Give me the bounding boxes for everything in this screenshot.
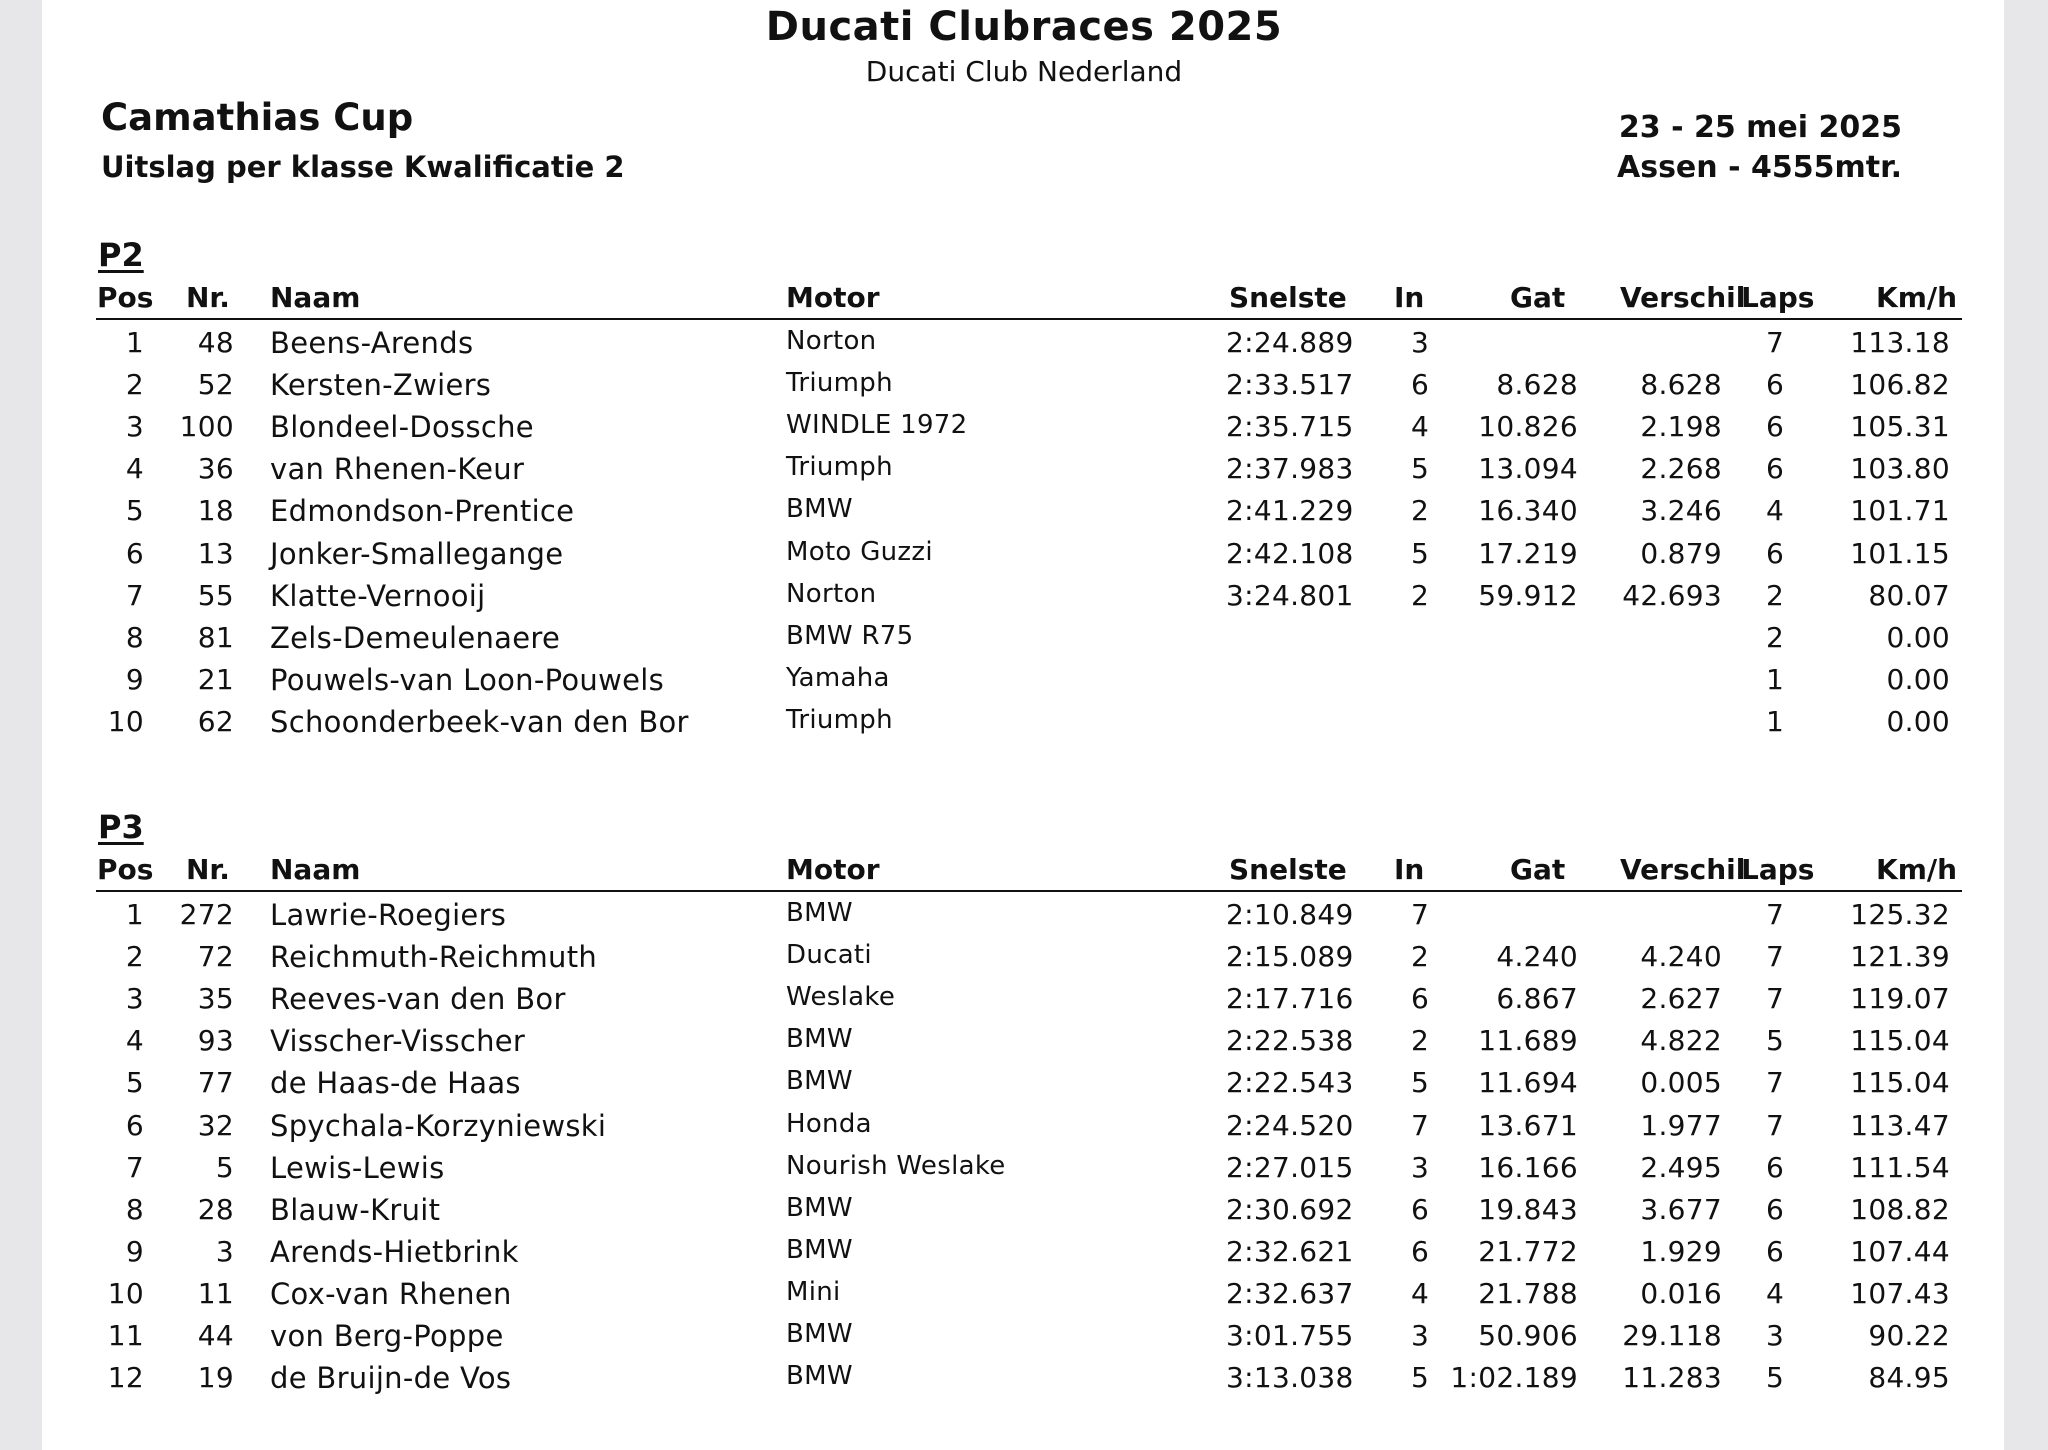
cell-nr: 52 <box>197 368 234 402</box>
column-header-snelste: Snelste <box>1229 853 1347 886</box>
cell-laps: 2 <box>1766 620 1785 654</box>
cell-gat: 10.826 <box>1478 410 1578 444</box>
cell-kmh: 80.07 <box>1868 578 1950 612</box>
cell-snelste: 2:33.517 <box>1226 368 1354 402</box>
cell-nr: 36 <box>197 452 234 486</box>
table-row <box>0 368 2048 410</box>
cell-snelste: 2:41.229 <box>1226 494 1354 528</box>
cell-laps: 1 <box>1766 704 1785 738</box>
cell-laps: 7 <box>1766 326 1785 359</box>
cell-nr: 32 <box>197 1108 234 1142</box>
table-row <box>0 452 2048 494</box>
cell-pos: 4 <box>125 452 144 486</box>
cell-motor: BMW <box>786 1361 853 1392</box>
cell-kmh: 108.82 <box>1850 1192 1950 1226</box>
cell-gat: 1:02.189 <box>1450 1361 1578 1395</box>
cell-naam: Schoonderbeek-van den Bor <box>270 704 689 739</box>
cell-kmh: 0.00 <box>1886 662 1950 696</box>
cell-verschil: 1.977 <box>1640 1108 1722 1142</box>
cell-verschil: 2.268 <box>1640 452 1722 486</box>
cell-gat: 21.788 <box>1478 1276 1578 1310</box>
cell-verschil: 8.628 <box>1640 368 1722 402</box>
column-header-motor: Motor <box>786 281 880 314</box>
cell-nr: 44 <box>197 1319 234 1352</box>
cell-gat: 13.094 <box>1478 452 1578 486</box>
cell-naam: Blondeel-Dossche <box>270 410 534 445</box>
table-row <box>0 1193 2048 1235</box>
class-title: P3 <box>98 808 144 846</box>
cell-naam: Kersten-Zwiers <box>270 368 492 403</box>
cell-gat: 16.166 <box>1478 1150 1578 1184</box>
cell-kmh: 105.31 <box>1850 410 1950 444</box>
table-header <box>0 853 2048 891</box>
table-row <box>0 898 2048 940</box>
table-row <box>0 537 2048 579</box>
cell-in: 7 <box>1411 1108 1430 1142</box>
cell-laps: 7 <box>1766 982 1785 1016</box>
cell-snelste: 2:22.538 <box>1226 1024 1354 1058</box>
header-divider <box>96 318 1962 320</box>
cell-in: 2 <box>1411 940 1430 974</box>
cell-snelste: 3:13.038 <box>1226 1361 1354 1395</box>
header-divider <box>96 890 1962 892</box>
cell-nr: 18 <box>197 494 234 528</box>
cell-snelste: 2:10.849 <box>1226 898 1354 931</box>
cell-snelste: 2:42.108 <box>1226 536 1354 570</box>
cell-nr: 11 <box>197 1276 234 1310</box>
cell-pos: 5 <box>125 1066 144 1100</box>
cell-in: 6 <box>1411 982 1430 1016</box>
cell-pos: 3 <box>125 410 144 444</box>
table-row <box>0 579 2048 621</box>
column-header-verschil: Verschil <box>1620 281 1746 314</box>
cell-snelste: 2:37.983 <box>1226 452 1354 486</box>
cell-motor: Triumph <box>786 704 893 735</box>
cell-nr: 35 <box>197 982 234 1016</box>
cell-kmh: 115.04 <box>1850 1066 1950 1100</box>
cell-motor: Norton <box>786 578 877 609</box>
table-row <box>0 1024 2048 1066</box>
table-row <box>0 1109 2048 1151</box>
cell-nr: 77 <box>197 1066 234 1100</box>
cell-in: 4 <box>1411 410 1430 444</box>
cell-snelste: 3:01.755 <box>1226 1319 1354 1352</box>
cell-motor: Ducati <box>786 940 872 971</box>
cell-nr: 13 <box>197 536 234 570</box>
cell-verschil: 42.693 <box>1622 578 1722 612</box>
cell-laps: 6 <box>1766 536 1785 570</box>
class-title: P2 <box>98 236 144 274</box>
cell-pos: 4 <box>125 1024 144 1058</box>
table-header <box>0 281 2048 319</box>
cell-motor: Honda <box>786 1108 872 1139</box>
cell-nr: 72 <box>197 940 234 974</box>
cell-in: 6 <box>1411 368 1430 402</box>
cell-nr: 272 <box>179 898 234 931</box>
cell-gat: 11.694 <box>1478 1066 1578 1100</box>
table-row <box>0 1319 2048 1361</box>
event-date: 23 - 25 mei 2025 <box>1618 110 1902 145</box>
column-header-nr: Nr. <box>186 281 230 314</box>
cell-pos: 11 <box>107 1319 144 1352</box>
table-row <box>0 1277 2048 1319</box>
cell-nr: 62 <box>197 704 234 738</box>
cell-naam: Klatte-Vernooij <box>270 578 486 613</box>
cell-in: 2 <box>1411 1024 1430 1058</box>
cell-pos: 1 <box>125 326 144 359</box>
cell-snelste: 2:22.543 <box>1226 1066 1354 1100</box>
document-subtitle: Ducati Club Nederland <box>865 55 1183 88</box>
column-header-kmh: Km/h <box>1876 853 1958 886</box>
cell-motor: Weslake <box>786 982 896 1013</box>
column-header-gat: Gat <box>1510 853 1566 886</box>
cell-laps: 1 <box>1766 662 1785 696</box>
event-venue: Assen - 4555mtr. <box>1617 150 1902 185</box>
cell-laps: 6 <box>1766 410 1785 444</box>
cell-verschil: 29.118 <box>1622 1319 1722 1352</box>
cell-kmh: 111.54 <box>1850 1150 1950 1184</box>
cell-nr: 19 <box>197 1361 234 1395</box>
cell-nr: 55 <box>197 578 234 612</box>
cell-kmh: 119.07 <box>1850 982 1950 1016</box>
column-header-gat: Gat <box>1510 281 1566 314</box>
cell-kmh: 103.80 <box>1850 452 1950 486</box>
table-row <box>0 410 2048 452</box>
cell-motor: Mini <box>786 1276 841 1307</box>
cell-gat: 6.867 <box>1496 982 1578 1016</box>
column-header-naam: Naam <box>270 281 361 314</box>
cell-in: 2 <box>1411 494 1430 528</box>
table-row <box>0 621 2048 663</box>
cell-pos: 8 <box>125 620 144 654</box>
cell-motor: Moto Guzzi <box>786 536 933 567</box>
cell-motor: Nourish Weslake <box>786 1150 1006 1181</box>
cell-motor: Triumph <box>786 368 893 399</box>
cell-nr: 100 <box>179 410 234 444</box>
cell-motor: BMW <box>786 1319 853 1349</box>
cell-laps: 6 <box>1766 1150 1785 1184</box>
cell-in: 5 <box>1411 1066 1430 1100</box>
cell-verschil: 3.677 <box>1640 1192 1722 1226</box>
cell-pos: 2 <box>125 368 144 402</box>
cell-pos: 12 <box>107 1361 144 1395</box>
cell-kmh: 90.22 <box>1868 1319 1950 1352</box>
column-header-laps: Laps <box>1741 853 1815 886</box>
table-row <box>0 982 2048 1024</box>
cell-kmh: 115.04 <box>1850 1024 1950 1058</box>
cell-gat: 11.689 <box>1478 1024 1578 1058</box>
cell-naam: von Berg-Poppe <box>270 1319 504 1353</box>
cell-in: 3 <box>1411 1150 1430 1184</box>
cell-naam: de Bruijn-de Vos <box>270 1361 512 1396</box>
table-row <box>0 494 2048 536</box>
cell-laps: 5 <box>1766 1361 1785 1395</box>
column-header-nr: Nr. <box>186 853 230 886</box>
cell-pos: 7 <box>125 1150 144 1184</box>
cell-kmh: 125.32 <box>1850 898 1950 931</box>
cell-gat: 50.906 <box>1478 1319 1578 1352</box>
table-row <box>0 940 2048 982</box>
cell-pos: 10 <box>107 1276 144 1310</box>
cell-naam: Blauw-Kruit <box>270 1192 441 1227</box>
cell-naam: Reichmuth-Reichmuth <box>270 940 598 975</box>
cell-verschil: 4.822 <box>1640 1024 1722 1058</box>
cell-snelste: 2:32.637 <box>1226 1276 1354 1310</box>
cell-pos: 7 <box>125 578 144 612</box>
cell-motor: Triumph <box>786 452 893 483</box>
cell-pos: 10 <box>107 704 144 738</box>
table-row <box>0 1066 2048 1108</box>
cell-gat: 16.340 <box>1478 494 1578 528</box>
cell-pos: 1 <box>125 898 144 931</box>
cell-naam: van Rhenen-Keur <box>270 452 525 487</box>
cell-verschil: 0.016 <box>1640 1276 1722 1310</box>
cell-snelste: 2:30.692 <box>1226 1192 1354 1226</box>
cell-nr: 28 <box>197 1192 234 1226</box>
cell-naam: Arends-Hietbrink <box>270 1234 519 1269</box>
cell-laps: 6 <box>1766 368 1785 402</box>
cell-nr: 93 <box>197 1024 234 1058</box>
cell-kmh: 0.00 <box>1886 620 1950 654</box>
cell-verschil: 2.627 <box>1640 982 1722 1016</box>
cell-laps: 7 <box>1766 898 1785 931</box>
table-row <box>0 1361 2048 1403</box>
session-title: Uitslag per klasse Kwalificatie 2 <box>101 150 625 184</box>
cell-laps: 4 <box>1766 1276 1785 1310</box>
cell-motor: BMW <box>786 898 853 928</box>
cell-pos: 3 <box>125 982 144 1016</box>
cell-nr: 48 <box>197 326 234 359</box>
cell-verschil: 0.005 <box>1640 1066 1722 1100</box>
cell-laps: 6 <box>1766 452 1785 486</box>
cell-laps: 6 <box>1766 1192 1785 1226</box>
cell-naam: Spychala-Korzyniewski <box>270 1108 607 1143</box>
cell-in: 5 <box>1411 536 1430 570</box>
cell-laps: 6 <box>1766 1234 1785 1268</box>
cell-naam: Jonker-Smallegange <box>270 536 564 571</box>
cell-laps: 7 <box>1766 1108 1785 1142</box>
cell-gat: 8.628 <box>1496 368 1578 402</box>
cell-motor: BMW <box>786 1066 853 1097</box>
column-header-naam: Naam <box>270 853 361 886</box>
cell-kmh: 113.47 <box>1850 1108 1950 1142</box>
cell-gat: 17.219 <box>1478 536 1578 570</box>
cell-verschil: 3.246 <box>1640 494 1722 528</box>
cell-verschil: 2.495 <box>1640 1150 1722 1184</box>
cell-snelste: 2:15.089 <box>1226 940 1354 974</box>
cell-gat: 13.671 <box>1478 1108 1578 1142</box>
cell-naam: Zels-Demeulenaere <box>270 620 561 655</box>
cell-motor: BMW <box>786 1024 853 1055</box>
cell-pos: 9 <box>125 662 144 696</box>
cell-gat: 21.772 <box>1478 1234 1578 1268</box>
cell-laps: 3 <box>1766 1319 1785 1352</box>
cell-kmh: 107.44 <box>1850 1234 1950 1268</box>
cell-verschil: 4.240 <box>1640 940 1722 974</box>
column-header-snelste: Snelste <box>1229 281 1347 314</box>
cell-verschil: 1.929 <box>1640 1234 1722 1268</box>
column-header-pos: Pos <box>97 853 154 886</box>
cell-in: 3 <box>1411 1319 1430 1352</box>
cell-pos: 6 <box>125 1108 144 1142</box>
cell-naam: Visscher-Visscher <box>270 1024 526 1059</box>
table-row <box>0 663 2048 705</box>
cell-snelste: 2:27.015 <box>1226 1150 1354 1184</box>
cell-kmh: 84.95 <box>1868 1361 1950 1395</box>
cell-laps: 7 <box>1766 940 1785 974</box>
cell-in: 4 <box>1411 1276 1430 1310</box>
cell-motor: BMW <box>786 1234 853 1265</box>
cell-snelste: 2:35.715 <box>1226 410 1354 444</box>
cell-in: 7 <box>1411 898 1430 931</box>
cell-snelste: 2:32.621 <box>1226 1234 1354 1268</box>
cell-in: 6 <box>1411 1234 1430 1268</box>
cell-laps: 7 <box>1766 1066 1785 1100</box>
cell-kmh: 121.39 <box>1850 940 1950 974</box>
column-header-laps: Laps <box>1741 281 1815 314</box>
column-header-pos: Pos <box>97 281 154 314</box>
table-row <box>0 705 2048 747</box>
cell-motor: WINDLE 1972 <box>786 410 968 441</box>
cell-verschil: 0.879 <box>1640 536 1722 570</box>
cell-pos: 5 <box>125 494 144 528</box>
cell-naam: Lawrie-Roegiers <box>270 898 507 932</box>
cell-kmh: 101.15 <box>1850 536 1950 570</box>
cell-motor: BMW <box>786 494 853 525</box>
column-header-verschil: Verschil <box>1620 853 1746 886</box>
cell-kmh: 0.00 <box>1886 704 1950 738</box>
cell-snelste: 2:24.520 <box>1226 1108 1354 1142</box>
cell-nr: 3 <box>215 1234 234 1268</box>
cell-naam: de Haas-de Haas <box>270 1066 521 1101</box>
cell-motor: Yamaha <box>786 662 890 693</box>
cell-naam: Lewis-Lewis <box>270 1150 445 1185</box>
column-header-in: In <box>1394 853 1425 886</box>
table-row <box>0 1151 2048 1193</box>
cell-motor: BMW R75 <box>786 620 914 651</box>
cell-motor: Norton <box>786 326 877 356</box>
cell-verschil: 11.283 <box>1622 1361 1722 1395</box>
cell-nr: 81 <box>197 620 234 654</box>
cell-snelste: 3:24.801 <box>1226 578 1354 612</box>
cell-pos: 2 <box>125 940 144 974</box>
cell-nr: 5 <box>215 1150 234 1184</box>
cell-pos: 9 <box>125 1234 144 1268</box>
cell-naam: Reeves-van den Bor <box>270 982 566 1017</box>
cell-naam: Cox-van Rhenen <box>270 1276 512 1311</box>
cell-pos: 6 <box>125 536 144 570</box>
table-row <box>0 1235 2048 1277</box>
cell-kmh: 106.82 <box>1850 368 1950 402</box>
column-header-motor: Motor <box>786 853 880 886</box>
cell-snelste: 2:24.889 <box>1226 326 1354 359</box>
column-header-kmh: Km/h <box>1876 281 1958 314</box>
cell-in: 2 <box>1411 578 1430 612</box>
cup-title: Camathias Cup <box>101 96 414 139</box>
cell-kmh: 107.43 <box>1850 1276 1950 1310</box>
column-header-in: In <box>1394 281 1425 314</box>
cell-gat: 19.843 <box>1478 1192 1578 1226</box>
cell-in: 5 <box>1411 452 1430 486</box>
cell-laps: 5 <box>1766 1024 1785 1058</box>
cell-gat: 4.240 <box>1496 940 1578 974</box>
cell-laps: 4 <box>1766 494 1785 528</box>
cell-pos: 8 <box>125 1192 144 1226</box>
cell-nr: 21 <box>197 662 234 696</box>
table-row <box>0 326 2048 368</box>
cell-kmh: 113.18 <box>1850 326 1950 359</box>
cell-naam: Beens-Arends <box>270 326 474 360</box>
cell-motor: BMW <box>786 1192 853 1223</box>
cell-in: 3 <box>1411 326 1430 359</box>
cell-laps: 2 <box>1766 578 1785 612</box>
cell-gat: 59.912 <box>1478 578 1578 612</box>
cell-in: 6 <box>1411 1192 1430 1226</box>
cell-verschil: 2.198 <box>1640 410 1722 444</box>
cell-naam: Edmondson-Prentice <box>270 494 575 529</box>
document-title: Ducati Clubraces 2025 <box>765 4 1283 50</box>
cell-in: 5 <box>1411 1361 1430 1395</box>
cell-naam: Pouwels-van Loon-Pouwels <box>270 662 664 697</box>
cell-snelste: 2:17.716 <box>1226 982 1354 1016</box>
cell-kmh: 101.71 <box>1850 494 1950 528</box>
